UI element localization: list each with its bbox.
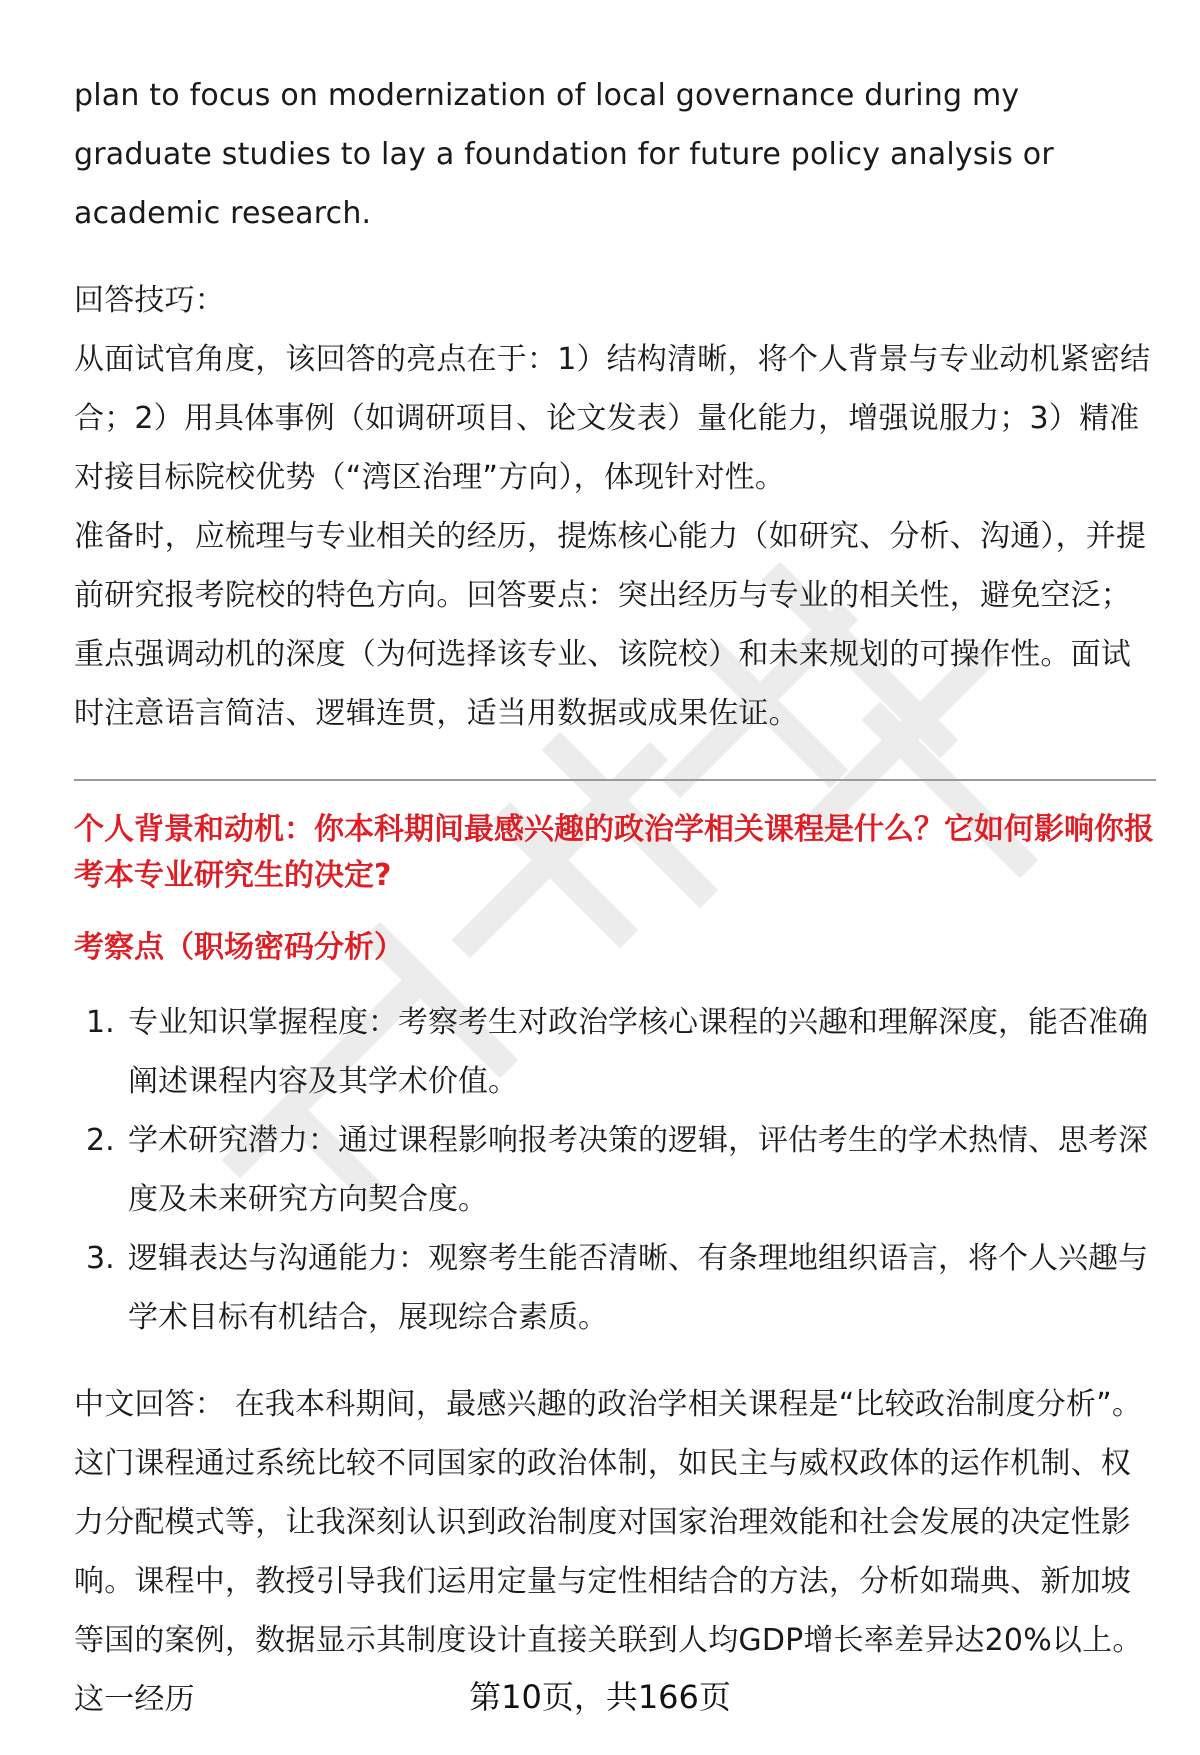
section-divider	[74, 779, 1156, 781]
tips-paragraph-preparation: 准备时，应梳理与专业相关的经历，提炼核心能力（如研究、分析、沟通），并提前研究报考院校的特色方向。回答要点：突出经历与专业的相关性，避免空泛；重点强调动机的深度（为何选择该专业、该院校）和未来规划的可操作性。面试时注意语言简洁、逻辑连贯，适当用数据或成果佐证。	[74, 519, 1147, 731]
list-item	[74, 1229, 1154, 1347]
intro-paragraph: plan to focus on modernization of local governance during my graduate studies to lay a foundation for future policy analysis or academic research.	[74, 78, 1054, 231]
list-item-number: 2.	[86, 1123, 115, 1158]
list-item-text: 学术研究潜力：通过课程影响报考决策的逻辑，评估考生的学术热情、思考深度及未来研究方向契合度。	[128, 1123, 1148, 1217]
list-item	[74, 1111, 1154, 1229]
assessment-title: 考察点（职场密码分析）	[74, 930, 404, 965]
list-item-number: 3.	[86, 1241, 115, 1276]
page-number-footer: 第10页，共166页	[469, 1678, 731, 1716]
list-item-text: 专业知识掌握程度：考察考生对政治学核心课程的兴趣和理解深度，能否准确阐述课程内容及其学术价值。	[128, 1005, 1148, 1099]
answer-paragraph: 中文回答： 在我本科期间，最感兴趣的政治学相关课程是“比较政治制度分析”。这门课程通过系统比较不同国家的政治体制，如民主与威权政体的运作机制、权力分配模式等，让我深刻认识到政治制度对国家治理效能和社会发展的决定性影响。课程中，教授引导我们运用定量与定性相结合的方法，分析如瑞典、新加坡等国的案例，数据显示其制度设计直接关联到人均GDP增长率差异达20%以上。这一经历	[74, 1387, 1143, 1717]
list-item	[74, 993, 1154, 1111]
list-item-text: 逻辑表达与沟通能力：观察考生能否清晰、有条理地组织语言，将个人兴趣与学术目标有机结合，展现综合素质。	[128, 1241, 1148, 1335]
tips-label: 回答技巧：	[74, 283, 225, 318]
tips-paragraph-highlights: 从面试官角度，该回答的亮点在于：1）结构清晰，将个人背景与专业动机紧密结合；2）用具体事例（如调研项目、论文发表）量化能力，增强说服力；3）精准对接目标院校优势（“湾区治理”方向），体现针对性。	[74, 342, 1151, 495]
list-item-number: 1.	[86, 1005, 115, 1040]
assessment-points-list	[74, 993, 1154, 1347]
content-area	[74, 66, 1154, 1729]
question-title: 个人背景和动机：你本科期间最感兴趣的政治学相关课程是什么？它如何影响你报考本专业研究生的决定?	[74, 812, 1154, 893]
